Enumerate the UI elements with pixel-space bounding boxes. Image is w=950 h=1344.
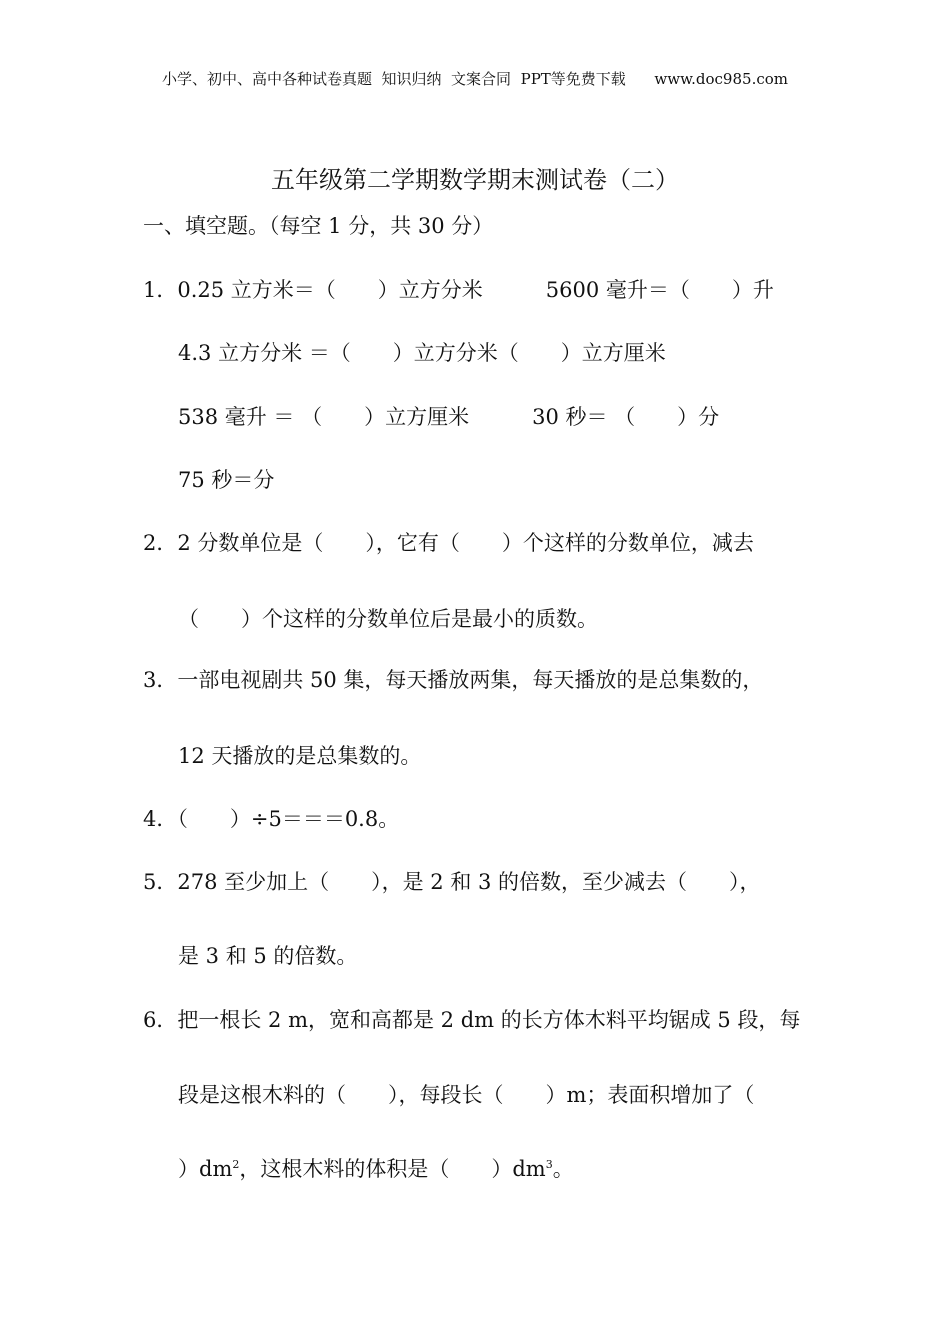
q6-text-b: ，这根木料的体积是（ ）dm xyxy=(239,1157,546,1181)
question-1-line-2: 4.3 立方分米 ＝（ ）立方分米（ ）立方厘米 xyxy=(178,341,666,365)
question-1-line-3: 538 毫升 ＝ （ ）立方厘米 30 秒＝ （ ）分 xyxy=(178,405,720,429)
question-4-line-1: 4．（ ）÷5＝＝＝0.8。 xyxy=(143,807,400,831)
question-2-line-2: （ ）个这样的分数单位后是最小的质数。 xyxy=(178,607,598,631)
question-5-line-2: 是 3 和 5 的倍数。 xyxy=(178,944,358,968)
question-6-line-1: 6．把一根长 2 m，宽和高都是 2 dm 的长方体木料平均锯成 5 段，每 xyxy=(143,1008,801,1032)
question-3-line-2: 12 天播放的是总集数的。 xyxy=(178,744,422,768)
section-heading: 一、填空题。（每空 1 分，共 30 分） xyxy=(143,214,494,238)
question-2-line-1: 2．2 分数单位是（ ），它有（ ）个这样的分数单位，减去 xyxy=(143,531,754,555)
superscript-2: 2 xyxy=(232,1158,240,1171)
question-6-line-2: 段是这根木料的（ ），每段长（ ）m；表面积增加了（ xyxy=(178,1083,755,1107)
question-5-line-1: 5．278 至少加上（ ），是 2 和 3 的倍数，至少减去（ ）， xyxy=(143,870,761,894)
question-1-line-4: 75 秒＝分 xyxy=(178,468,275,492)
page-title: 五年级第二学期数学期末测试卷（二） xyxy=(271,166,679,194)
question-1-line-1: 1．0.25 立方米＝（ ）立方分米 5600 毫升＝（ ）升 xyxy=(143,278,774,302)
superscript-3: 3 xyxy=(545,1158,553,1171)
question-6-line-3 xyxy=(178,1156,574,1182)
q6-text-a: ）dm xyxy=(178,1157,233,1181)
page-header: 小学、初中、高中各种试卷真题 知识归纳 文案合同 PPT等免费下载 www.doc985.com xyxy=(161,70,788,88)
question-3-line-1: 3．一部电视剧共 50 集，每天播放两集，每天播放的是总集数的， xyxy=(143,668,764,692)
q6-text-c: 。 xyxy=(552,1157,574,1181)
